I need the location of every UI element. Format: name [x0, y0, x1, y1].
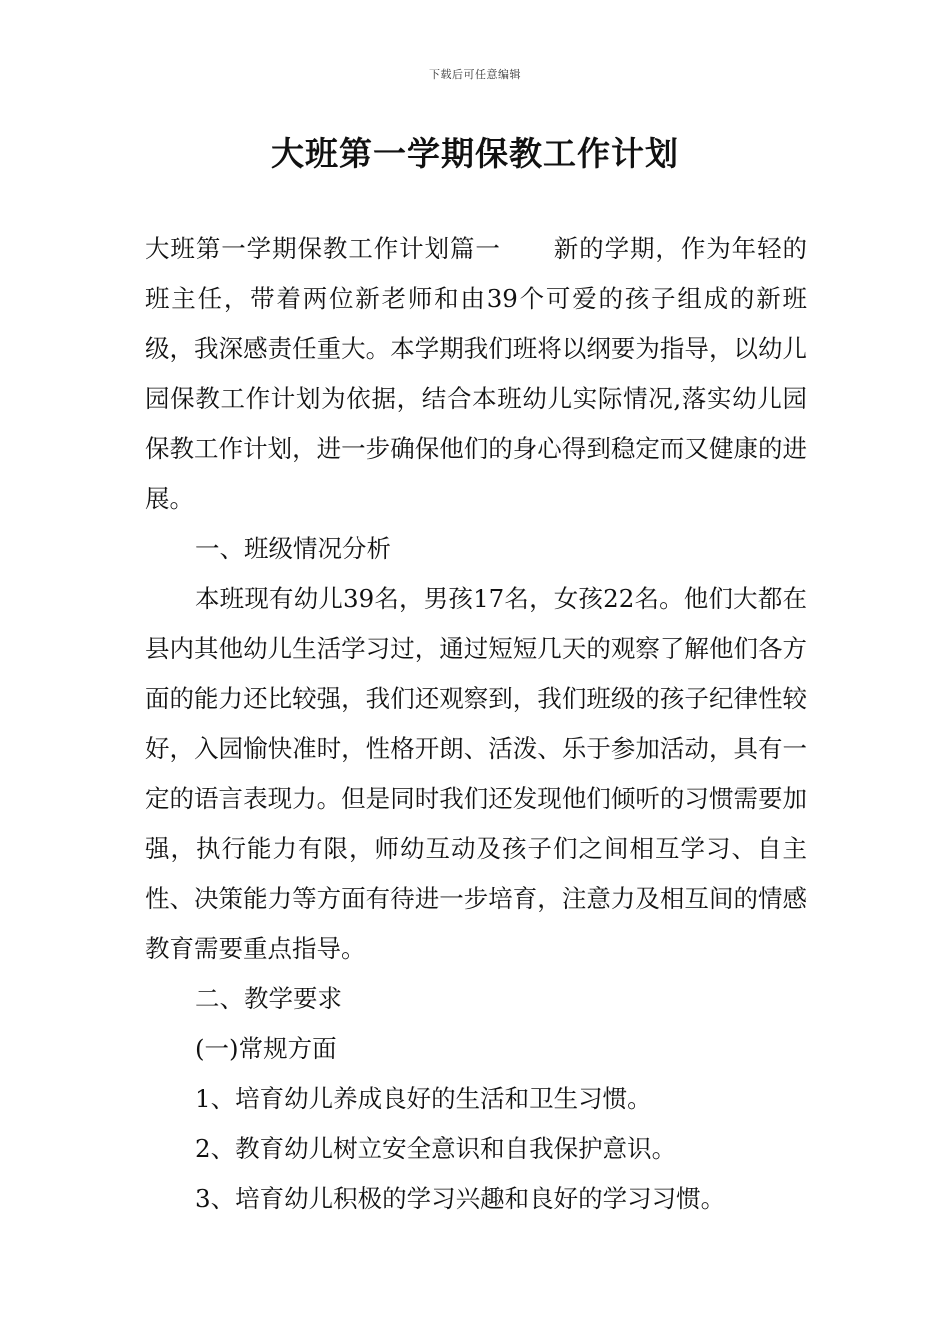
section-heading-class-analysis: 一、班级情况分析	[195, 534, 391, 563]
document-body	[145, 224, 807, 1224]
list-item: 2、教育幼儿树立安全意识和自我保护意识。	[195, 1134, 677, 1163]
page-title: 大班第一学期保教工作计划	[271, 134, 679, 173]
list-item: 1、培育幼儿养成良好的生活和卫生习惯。	[195, 1084, 652, 1113]
header-note: 下载后可任意编辑	[429, 68, 521, 81]
subheading-routine: (一)常规方面	[195, 1034, 337, 1063]
section-heading-teaching-requirements: 二、教学要求	[195, 984, 342, 1013]
intro-paragraph	[145, 224, 807, 524]
intro-text: 新的学期，作为年轻的班主任，带着两位新老师和由39个可爱的孩子组成的新班级，我深感责任重大。本学期我们班将以纲要为指导，以幼儿园保教工作计划为依据，结合本班幼儿实际情况,落实幼儿园保教工作计划，进一步确保他们的身心得到稳定而又健康的进展。	[145, 234, 808, 513]
list-item: 3、培育幼儿积极的学习兴趣和良好的学习习惯。	[195, 1184, 726, 1213]
class-analysis-paragraph: 本班现有幼儿39名，男孩17名，女孩22名。他们大都在县内其他幼儿生活学习过，通过短短几天的观察了解他们各方面的能力还比较强，我们还观察到，我们班级的孩子纪律性较好，入园愉快准时，性格开朗、活泼、乐于参加活动，具有一定的语言表现力。但是同时我们还发现他们倾听的习惯需要加强，执行能力有限，师幼互动及孩子们之间相互学习、自主性、决策能力等方面有待进一步培育，注意力及相互间的情感教育需要重点指导。	[145, 584, 807, 963]
intro-lead: 大班第一学期保教工作计划篇一	[145, 234, 501, 263]
